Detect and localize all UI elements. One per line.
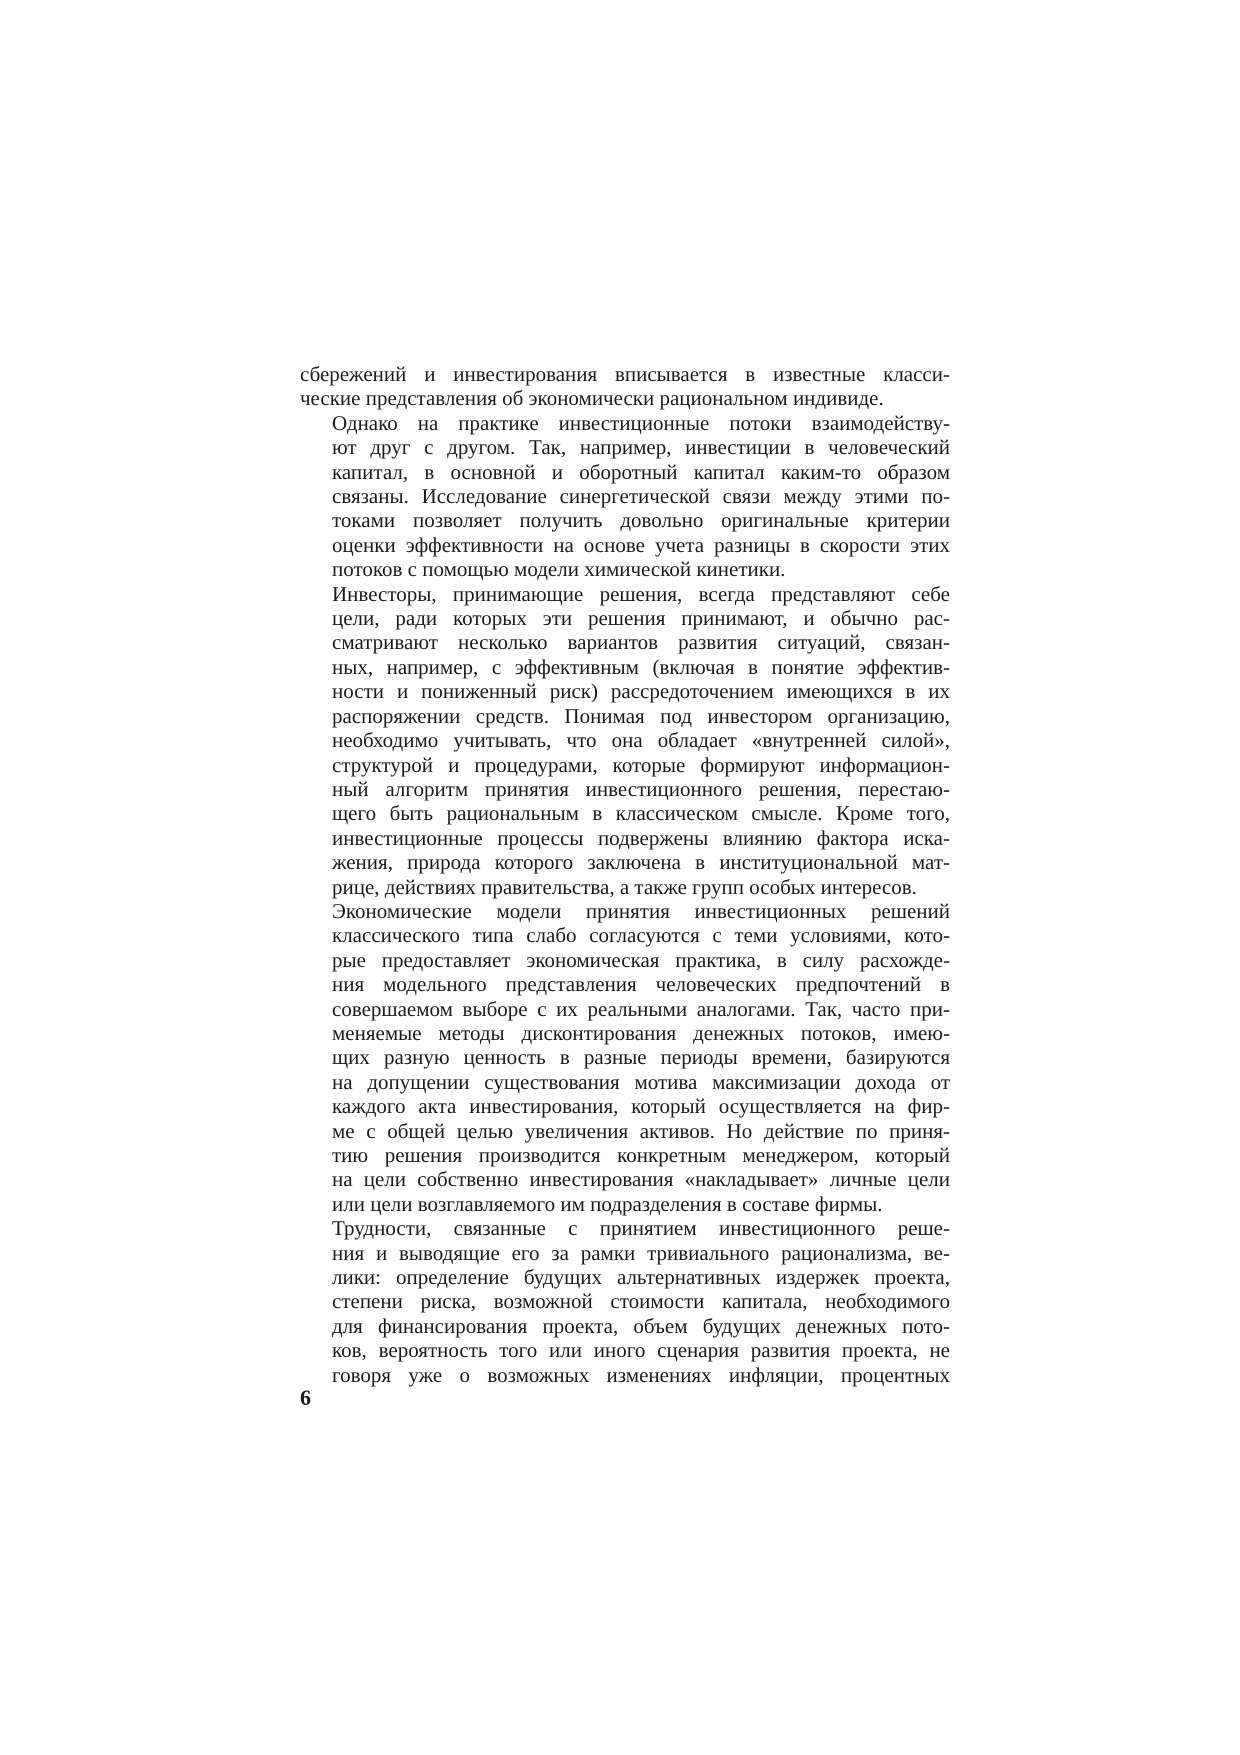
text-line: говоря уже о возможных изменениях инфляции, процентных: [332, 1362, 950, 1387]
text-line: капитал, в основной и оборотный капитал каким-то образом: [332, 459, 950, 484]
text-line: сбережений и инвестирования вписывается в известные класси-: [300, 362, 950, 386]
text-line: Трудности, связанные с принятием инвестиционного реше-: [332, 1216, 950, 1241]
page-number: 6: [300, 1385, 311, 1410]
text-line: лики: определение будущих альтернативных издержек проекта,: [332, 1265, 950, 1290]
text-line: ности и пониженный риск) рассредоточением имеющихся в их: [332, 679, 950, 704]
paragraph: [300, 362, 950, 411]
text-line: Инвесторы, принимающие решения, всегда представляют себе: [332, 581, 950, 606]
text-line: ный алгоритм принятия инвестиционного решения, перестаю-: [332, 776, 950, 801]
text-line: рице, действиях правительства, а также групп особых интересов.: [332, 874, 917, 899]
text-line: оценки эффективности на основе учета разницы в скорости этих: [332, 532, 950, 557]
text-line: распоряжении средств. Понимая под инвестором организацию,: [332, 703, 950, 728]
paragraph: [300, 411, 950, 582]
text-line: ных, например, с эффективным (включая в понятие эффектив-: [332, 654, 950, 679]
text-line: рые предоставляет экономическая практика, в силу расхожде-: [332, 947, 950, 972]
text-line: сматривают несколько вариантов развития ситуаций, связан-: [332, 630, 950, 655]
text-line: ют друг с другом. Так, например, инвестиции в человеческий: [332, 435, 950, 460]
text-line: на допущении существования мотива максимизации дохода от: [332, 1069, 950, 1094]
text-line: классического типа слабо согласуются с теми условиями, кото-: [332, 923, 950, 948]
text-line: степени риска, возможной стоимости капитала, необходимого: [332, 1289, 950, 1314]
text-line: на цели собственно инвестирования «накладывает» личные цели: [332, 1167, 950, 1192]
text-line: жения, природа которого заключена в институциональной мат-: [332, 850, 950, 875]
text-line: потоков с помощью модели химической кинетики.: [332, 557, 786, 582]
text-line: совершаемом выборе с их реальными аналогами. Так, часто при-: [332, 996, 950, 1021]
text-line: ков, вероятность того или иного сценария развития проекта, не: [332, 1338, 950, 1363]
text-line: меняемые методы дисконтирования денежных потоков, имею-: [332, 1020, 950, 1045]
text-line: тию решения производится конкретным менеджером, который: [332, 1143, 950, 1167]
text-line: ния модельного представления человеческих предпочтений в: [332, 972, 950, 997]
paragraph: [300, 582, 950, 899]
text-line: ме с общей целью увеличения активов. Но действие по приня-: [332, 1118, 950, 1143]
text-line: или цели возглавляемого им подразделения в составе фирмы.: [332, 1191, 883, 1216]
text-line: ческие представления об экономически рациональном индивиде.: [300, 386, 884, 411]
text-line: ния и выводящие его за рамки тривиального рационализма, ве-: [332, 1240, 950, 1265]
text-line: необходимо учитывать, что она обладает «внутренней силой»,: [332, 728, 950, 753]
text-line: связаны. Исследование синергетической связи между этими по-: [332, 484, 950, 509]
text-line: Экономические модели принятия инвестиционных решений: [332, 898, 950, 923]
page-body: [300, 362, 950, 1387]
paragraph: [300, 899, 950, 1216]
text-line: токами позволяет получить довольно оригинальные критерии: [332, 508, 950, 533]
text-line: Однако на практике инвестиционные потоки взаимодейству-: [332, 410, 950, 435]
text-line: структурой и процедурами, которые формируют информацион-: [332, 752, 950, 777]
text-line: каждого акта инвестирования, который осуществляется на фир-: [332, 1094, 950, 1119]
text-line: щих разную ценность в разные периоды времени, базируются: [332, 1045, 950, 1070]
paragraph: [300, 1216, 950, 1387]
text-line: для финансирования проекта, объем будущих денежных пото-: [332, 1313, 950, 1338]
text-line: щего быть рациональным в классическом смысле. Кроме того,: [332, 801, 950, 826]
text-line: цели, ради которых эти решения принимают, и обычно рас-: [332, 606, 950, 631]
text-line: инвестиционные процессы подвержены влиянию фактора иска-: [332, 825, 950, 850]
